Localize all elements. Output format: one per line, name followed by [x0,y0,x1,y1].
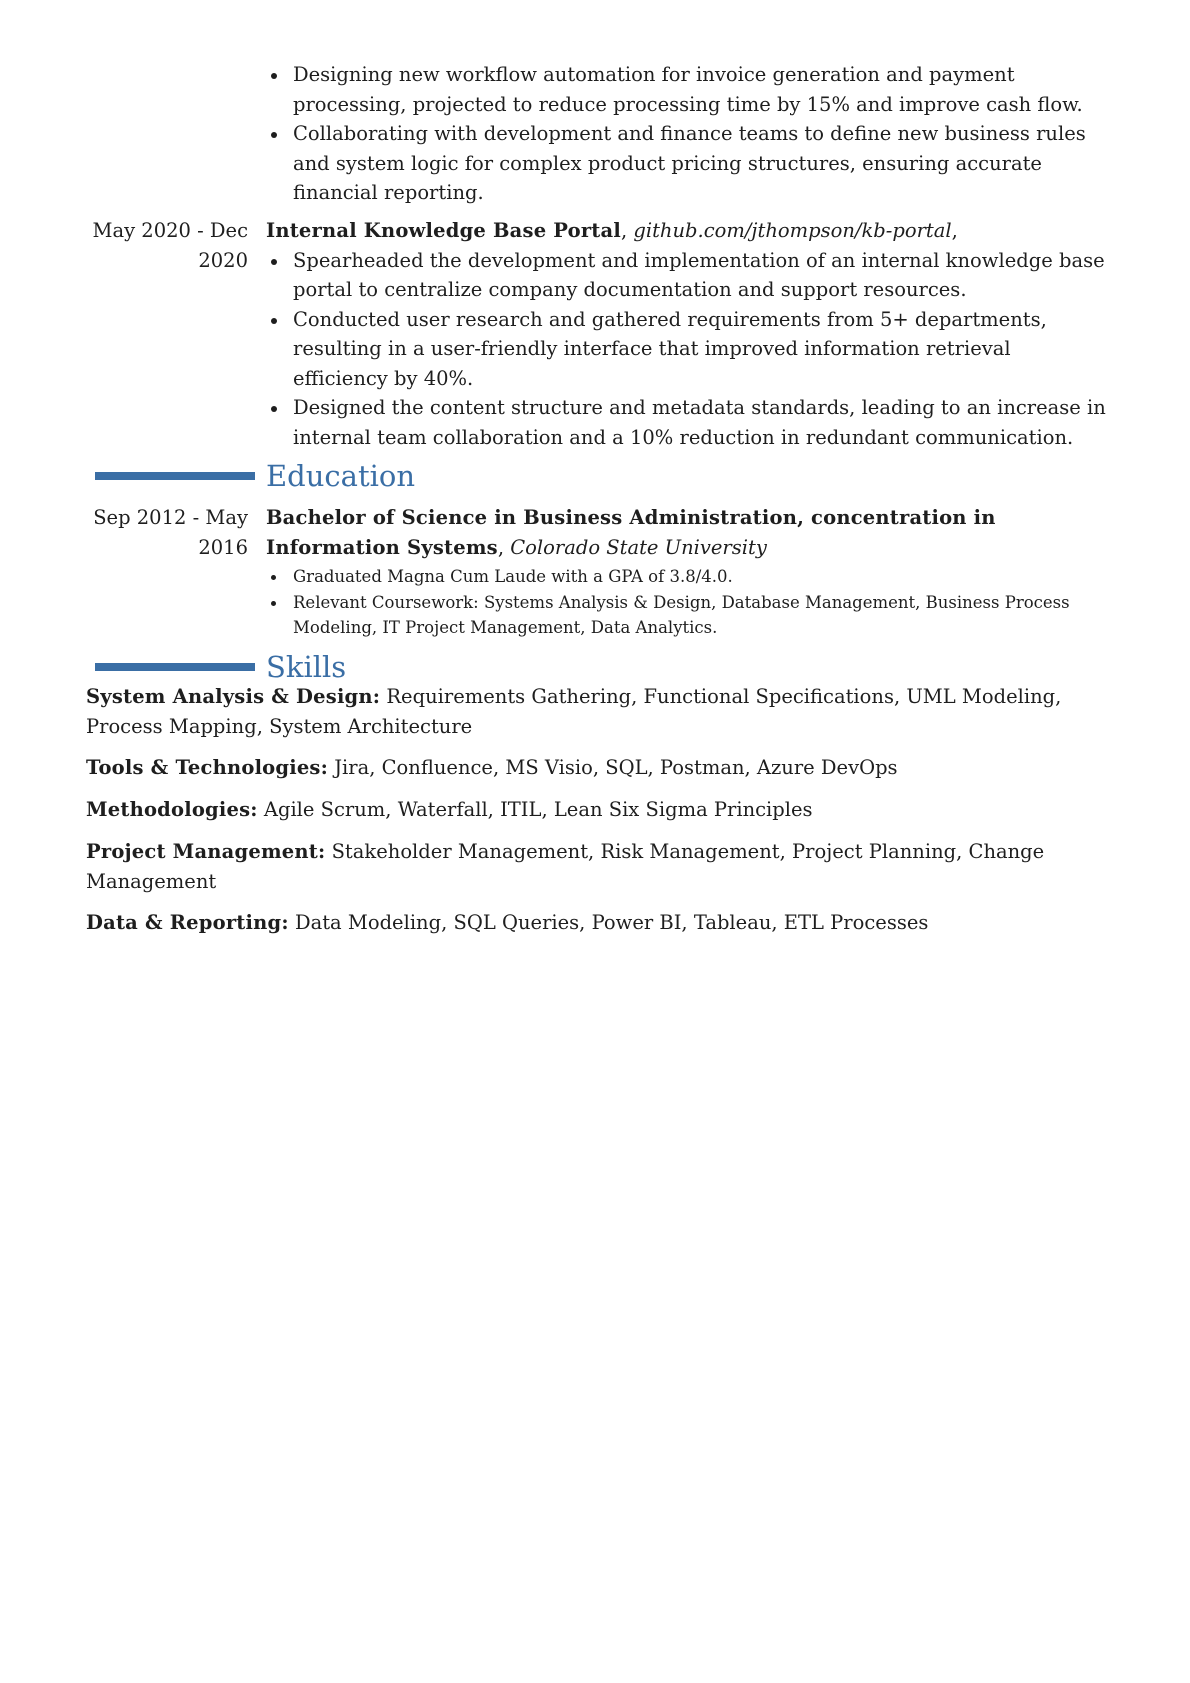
education-bullet: Relevant Coursework: Systems Analysis & Design, Database Management, Business Process Modeling, IT Project Management, Data Analytics. [266,590,1106,641]
skill-value: Data Modeling, SQL Queries, Power BI, Tableau, ETL Processes [294,911,929,934]
education-entry [266,503,1106,641]
experience-bullet-list [266,60,1106,208]
skills-section-bar [95,663,255,671]
skill-row [86,837,1106,896]
education-section-bar [95,472,255,480]
experience-continued [266,60,1106,208]
project-dates: May 2020 - Dec 2020 [92,219,248,272]
project-link[interactable]: github.com/jthompson/kb-portal [633,219,952,242]
skill-value: Stakeholder Management, Risk Management, Project Planning, Change Management [86,840,1045,893]
project-bullet: Conducted user research and gathered requirements from 5+ departments, resulting in a user-friendly interface that improved information retrieval efficiency by 40%. [266,305,1106,394]
project-title: Internal Knowledge Base Portal [266,219,621,242]
skill-label: Data & Reporting: [86,911,289,934]
experience-bullet: Collaborating with development and finance teams to define new business rules and system logic for complex product pricing structures, ensuring accurate financial reporting. [266,119,1106,208]
project-bullet-list [266,246,1106,453]
skill-row [86,753,1106,783]
skill-label: Project Management: [86,840,326,863]
education-heading: Education [266,459,416,493]
skills-heading: Skills [266,650,347,684]
education-title-line: Bachelor of Science in Business Administration, concentration in Information Systems, Colorado State University [266,506,996,559]
skill-row [86,908,1106,938]
skill-label: Tools & Technologies: [86,756,329,779]
education-bullet: Graduated Magna Cum Laude with a GPA of 3.8/4.0. [266,564,1106,590]
education-bullet-list [266,564,1106,641]
education-dates: Sep 2012 - May 2016 [93,506,248,559]
education-school: Colorado State University [510,535,767,559]
skill-label: System Analysis & Design: [86,685,381,708]
skill-value: Requirements Gathering, Functional Specifications, UML Modeling, Process Mapping, System Architecture [86,685,1062,738]
skill-value: Jira, Confluence, MS Visio, SQL, Postman, Azure DevOps [334,756,898,779]
skill-value: Agile Scrum, Waterfall, ITIL, Lean Six Sigma Principles [263,798,813,821]
skill-row [86,795,1106,825]
skill-label: Methodologies: [86,798,258,821]
experience-bullet: Designing new workflow automation for invoice generation and payment processing, projected to reduce processing time by 15% and improve cash flow. [266,60,1106,119]
project-bullet: Designed the content structure and metadata standards, leading to an increase in internal team collaboration and a 10% reduction in redundant communication. [266,393,1106,452]
project-entry [266,216,1106,452]
project-title-line: Internal Knowledge Base Portal, github.com/jthompson/kb-portal, [266,219,958,242]
education-degree: Bachelor of Science in Business Administration, concentration in Information Systems [266,506,996,559]
project-bullet: Spearheaded the development and implementation of an internal knowledge base portal to centralize company documentation and support resources. [266,246,1106,305]
skill-row [86,682,1106,741]
